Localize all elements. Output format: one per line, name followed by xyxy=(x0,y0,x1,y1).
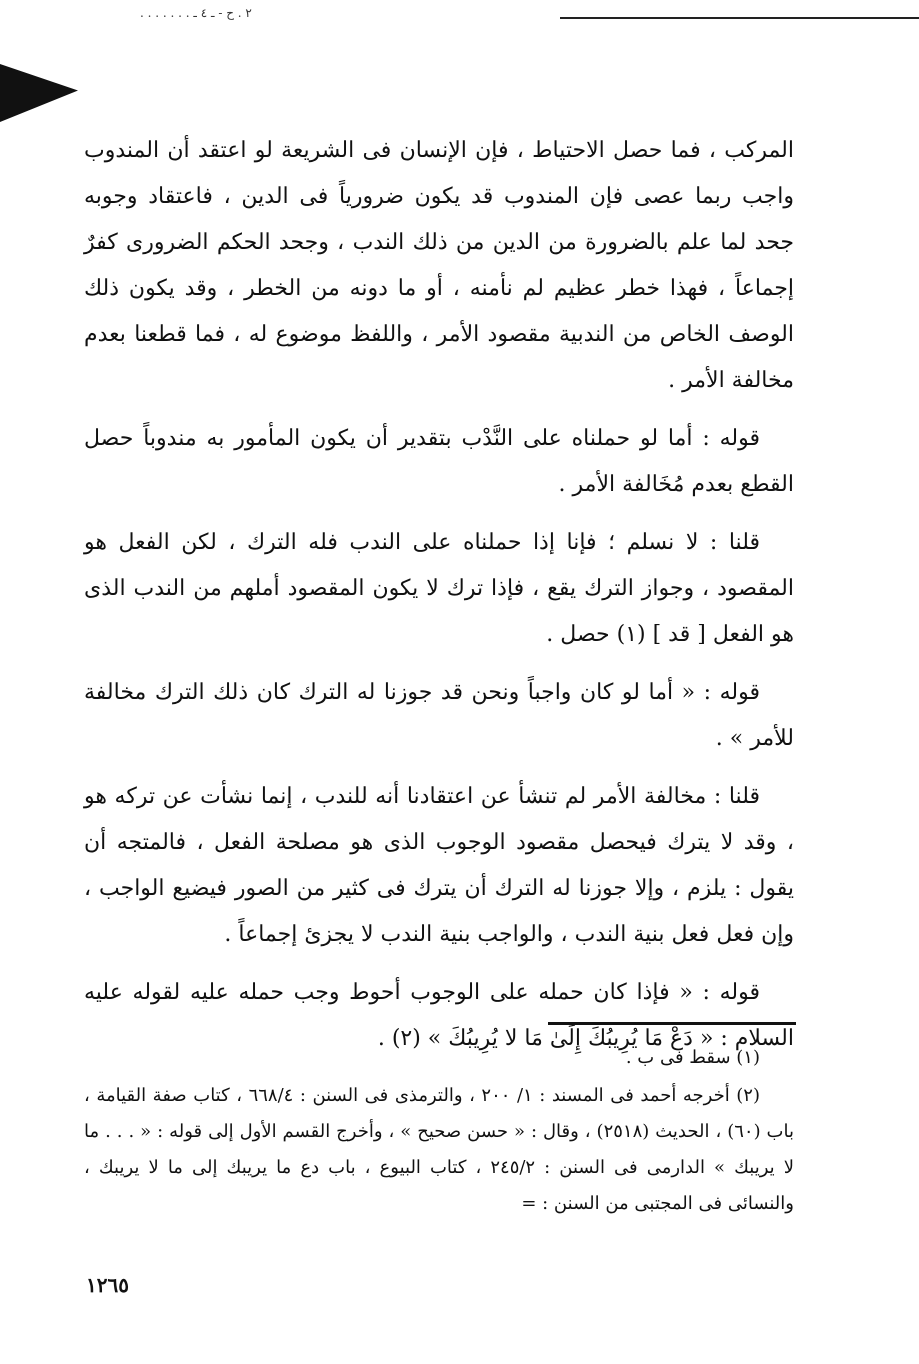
corner-scan-artifact xyxy=(0,32,78,122)
paragraph-2: قوله : أما لو حملناه على النَّدْب بتقدير أن يكون المأمور به مندوباً حصل القطع بعدم مُخَالفة الأمر . xyxy=(84,426,794,497)
paragraph-5: قلنا : مخالفة الأمر لم تنشأ عن اعتقادنا أنه للندب ، إنما نشأت عن تركه هو ، وقد لا يترك فيحصل مقصود الوجوب الذى هو مصلحة الفعل ، فالمتجه أن يقول : يلزم ، وإلا جوزنا له الترك أن يترك فى كثير من الصور فيضيع الواجب ، وإن فعل فعل بنية الندب ، والواجب بنية الندب لا يجزئ إجماعاً . xyxy=(84,784,794,947)
paragraph-6: قوله : « فإذا كان حمله على الوجوب أحوط وجب حمله عليه لقوله عليه السلام : « دَعْ مَا يُرِيبُكَ إِلَىٰ مَا لا يُرِيبُكَ » (٢) . xyxy=(84,980,794,1051)
footnote-2: (٢) أخرجه أحمد فى المسند : ١/ ٢٠٠ ، والترمذى فى السنن : ٦٦٨/٤ ، كتاب صفة القيامة ، باب (٦٠) ، الحديث (٢٥١٨) ، وقال : « حسن صحيح » ، وأخرج القسم الأول إلى قوله : « . . . ما لا يريبك » الدارمى فى السنن : ٢٤٥/٢ ، كتاب البيوع ، باب دع ما يريبك إلى ما لا يريبك ، والنسائى فى المجتبى من السنن : = xyxy=(84,1085,794,1214)
paragraph-4: قوله : « أما لو كان واجباً ونحن قد جوزنا له الترك كان ذلك الترك مخالفة للأمر » . xyxy=(84,680,794,751)
footnotes xyxy=(84,1040,794,1224)
paragraph-3: قلنا : لا نسلم ؛ فإنا إذا حملناه على الندب فله الترك ، لكن الفعل هو المقصود ، وجواز الترك يقع ، فإذا ترك لا يكون المقصود أملهم من الندب الذى هو الفعل [ قد ] (١) حصل . xyxy=(84,530,794,647)
footnote-1: (١) سقط فى ب . xyxy=(625,1047,760,1068)
main-text xyxy=(84,128,794,1074)
header-rule xyxy=(560,17,919,19)
scan-marks: . . . . . . . ٢ . ح - ـ ٤ ـ xyxy=(140,6,252,20)
page-number: ١٢٦٥ xyxy=(86,1273,129,1297)
footnote-separator xyxy=(548,1022,796,1025)
paragraph-1: المركب ، فما حصل الاحتياط ، فإن الإنسان فى الشريعة لو اعتقد أن المندوب واجب ربما عصى فإن المندوب قد يكون ضرورياً فى الدين ، فاعتقاد وجوبه جحد لما علم بالضرورة من الدين من ذلك الندب ، وجحد الحكم الضرورى كفرٌ إجماعاً ، فهذا خطر عظيم لم نأمنه ، أو ما دونه من الخطر ، وقد يكون ذلك الوصف الخاص من الندبية مقصود الأمر ، واللفظ موضوع له ، فما قطعنا بعدم مخالفة الأمر . xyxy=(84,138,794,393)
